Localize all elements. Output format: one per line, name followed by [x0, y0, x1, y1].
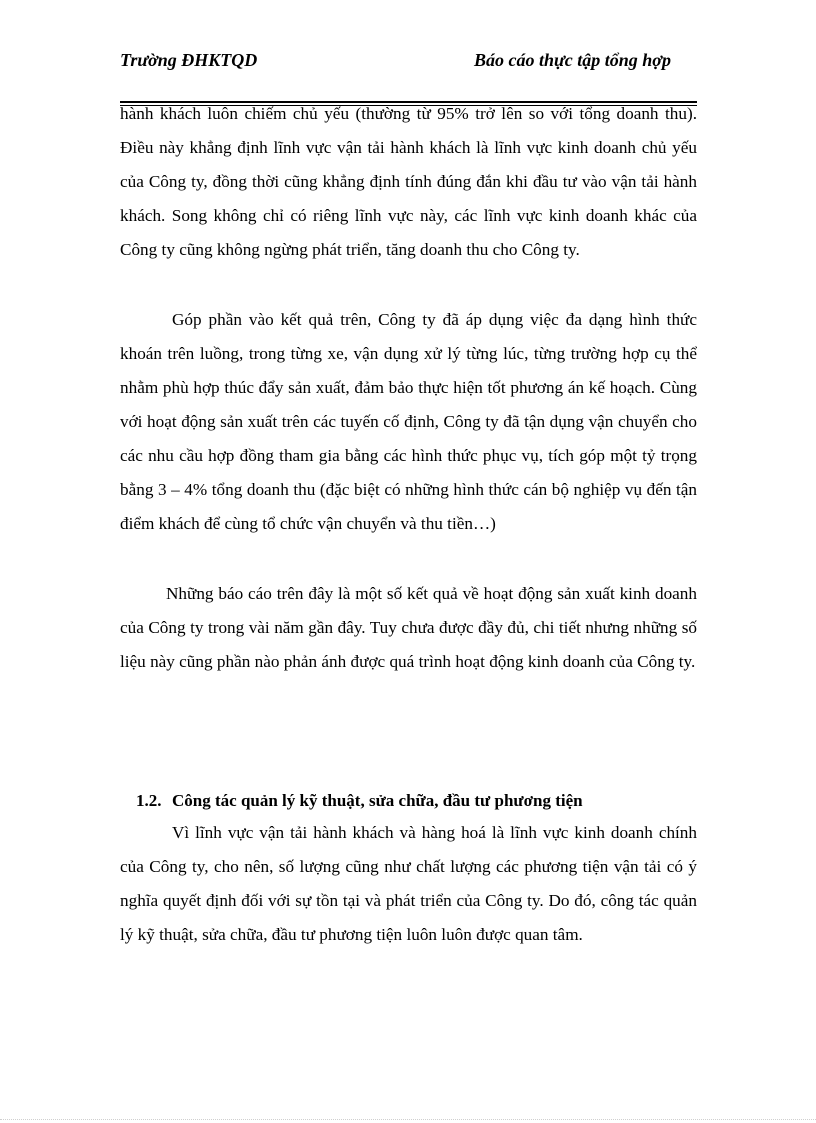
paragraph-vehicle-management: Vì lĩnh vực vận tải hành khách và hàng hoá là lĩnh vực kinh doanh chính của Công ty, cho nên, số lượng cũng như chất lượng các phương tiện vận tải có ý nghĩa quyết định đối với sự tồn tại và phát triển của Công ty. Do đó, công tác quản lý kỹ thuật, sửa chữa, đầu tư phương tiện luôn luôn được quan tâm. — [120, 823, 697, 944]
header-report-title: Báo cáo thực tập tổng hợp — [474, 50, 671, 70]
header-university: Trường ĐHKTQD — [120, 50, 258, 70]
page-bottom-border — [0, 1119, 816, 1120]
page-header — [120, 50, 698, 80]
paragraph-contracting-methods: Góp phần vào kết quả trên, Công ty đã áp dụng việc đa dạng hình thức khoán trên luồng, trong từng xe, vận dụng xử lý từng lúc, từng trường hợp cụ thể nhằm phù hợp thúc đẩy sản xuất, đảm bảo thực hiện tốt phương án kế hoạch. Cùng với hoạt động sản xuất trên các tuyến cố định, Công ty đã tận dụng vận chuyển cho các nhu cầu hợp đồng tham gia bằng các hình thức phục vụ, tích góp một tỷ trọng bằng 3 – 4% tổng doanh thu (đặc biệt có những hình thức cán bộ nghiệp vụ đến tận điểm khách để cùng tổ chức vận chuyển và thu tiền…) — [120, 310, 697, 533]
section-number: 1.2. — [136, 791, 162, 810]
paragraph-summary: Những báo cáo trên đây là một số kết quả về hoạt động sản xuất kinh doanh của Công ty trong vài năm gần đây. Tuy chưa được đầy đủ, chi tiết nhưng những số liệu này cũng phần nào phản ánh được quá trình hoạt động kinh doanh của Công ty. — [120, 584, 697, 671]
paragraph-revenue-share: hành khách luôn chiếm chủ yếu (thường từ 95% trở lên so với tổng doanh thu). Điều này khẳng định lĩnh vực vận tải hành khách là lĩnh vực kinh doanh chủ yếu của Công ty, đồng thời cũng khẳng định tính đúng đắn khi đầu tư vào vận tải hành khách. Song không chỉ có riêng lĩnh vực này, các lĩnh vực kinh doanh khác của Công ty cũng không ngừng phát triển, tăng doanh thu cho Công ty. — [120, 104, 697, 259]
section-heading — [136, 784, 583, 818]
section-title: Công tác quản lý kỹ thuật, sửa chữa, đầu tư phương tiện — [172, 791, 583, 810]
